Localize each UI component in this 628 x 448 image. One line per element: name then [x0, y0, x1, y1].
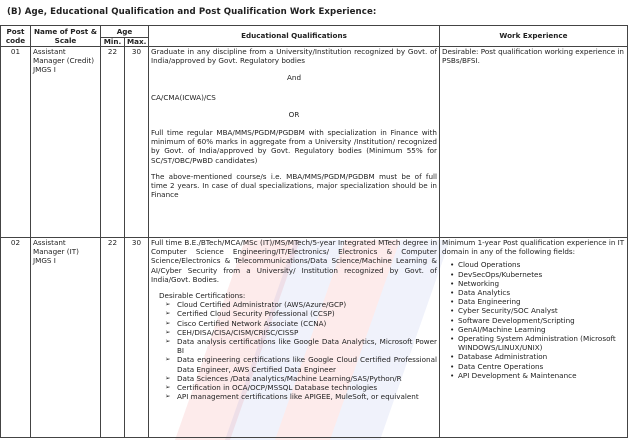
qualification-table: [0, 25, 628, 438]
work-cell: [440, 238, 628, 438]
list-item: ➢ Data engineering certifications like Google Cloud Certified Professional Data Engineer, AWS Certified Data Engineer: [165, 355, 437, 373]
edu-text: The above-mentioned course/s i.e. MBA/MMS/PGDM/PGDBM must be of full time 2 years. In case of dual specializations, major specialization should be in Finance: [151, 171, 437, 200]
edu-or: OR: [288, 109, 300, 119]
list-item: • Operating System Administration (Microsoft WINDOWS/LINUX/UNIX): [450, 334, 625, 352]
list-item: ➢ Data Sciences /Data analytics/Machine Learning/SAS/Python/R: [165, 374, 437, 383]
header-age-max: Max.: [125, 38, 149, 47]
list-item: ➢ Certified Cloud Security Professional (CCSP): [165, 309, 437, 318]
list-item: ➢ Cisco Certified Network Associate (CCNA): [165, 319, 437, 328]
list-item: • Cyber Security/SOC Analyst: [450, 306, 625, 315]
header-post-code: Post code: [1, 26, 31, 47]
list-item: ➢ Certification in OCA/OCP/MSSQL Database technologies: [165, 383, 437, 392]
header-post-name: Name of Post & Scale: [31, 26, 101, 47]
edu-text: Graduate in any discipline from a University/Institution recognized by Govt. of India/approved by Govt. Regulatory bodies: [151, 47, 437, 66]
list-item: • Data Analytics: [450, 288, 625, 297]
list-item: • GenAI/Machine Learning: [450, 325, 625, 334]
cert-title: Desirable Certifications:: [159, 291, 246, 301]
domain-list: [442, 260, 625, 380]
list-item: ➢ API management certifications like APIGEE, MuleSoft, or equivalent: [165, 392, 437, 401]
list-item: • Software Development/Scripting: [450, 316, 625, 325]
post-code-cell: 01: [1, 47, 31, 238]
list-item: • Networking: [450, 279, 625, 288]
post-code-cell: 02: [1, 238, 31, 438]
cert-list: [151, 300, 437, 401]
table-row: [1, 47, 628, 238]
age-max-cell: 30: [125, 47, 149, 238]
edu-cell: [149, 47, 440, 238]
edu-cell: [149, 238, 440, 438]
list-item: • Data Engineering: [450, 297, 625, 306]
edu-and: And: [286, 73, 302, 83]
edu-text: Full time B.E./BTech/MCA/MSc (IT)/MS/MTech/5-year Integrated MTech degree in Computer Science Engineering/IT/Electronics/ Electronics & Computer Science/Electronics & Telecommunications/Data Science/Machine Learning & AI/Cyber Security from a University/ Institution recognized by Govt. of India/Govt. Bodies.: [151, 238, 437, 284]
age-min-cell: 22: [101, 238, 125, 438]
list-item: • Data Centre Operations: [450, 362, 625, 371]
list-item: • API Development & Maintenance: [450, 371, 625, 380]
list-item: ➢ CEH/DISA/CISA/CISM/CRISC/CISSP: [165, 328, 437, 337]
work-intro: Minimum 1-year Post qualification experience in IT domain in any of the following fields:: [442, 238, 625, 257]
header-edu: Educational Qualifications: [149, 26, 440, 47]
header-age-min: Min.: [101, 38, 125, 47]
list-item: ➢ Data analysis certifications like Google Data Analytics, Microsoft Power BI: [165, 337, 437, 355]
edu-text: Full time regular MBA/MMS/PGDM/PGDBM with specialization in Finance with minimum of 60% marks in aggregate from a University /Institution/ recognized by Govt. of India/approved by Govt. Regulatory bodies (Minimum 55% for SC/ST/OBC/PwBD candidates): [151, 128, 437, 165]
post-name-cell: Assistant Manager (Credit) JMGS I: [31, 47, 101, 238]
list-item: • Database Administration: [450, 352, 625, 361]
table-row: [1, 238, 628, 438]
age-min-cell: 22: [101, 47, 125, 238]
edu-text: CA/CMA(ICWA)/CS: [151, 92, 216, 102]
header-age: Age: [101, 26, 149, 38]
post-name-cell: Assistant Manager (IT) JMGS I: [31, 238, 101, 438]
age-max-cell: 30: [125, 238, 149, 438]
list-item: • DevSecOps/Kubernetes: [450, 270, 625, 279]
list-item: ➢ Cloud Certified Administrator (AWS/Azure/GCP): [165, 300, 437, 309]
header-work: Work Experience: [440, 26, 628, 47]
work-cell: Desirable: Post qualification working experience in PSBs/BFSI.: [440, 47, 628, 238]
section-heading: (B) Age, Educational Qualification and Post Qualification Work Experience:: [7, 7, 377, 17]
list-item: • Cloud Operations: [450, 260, 625, 269]
